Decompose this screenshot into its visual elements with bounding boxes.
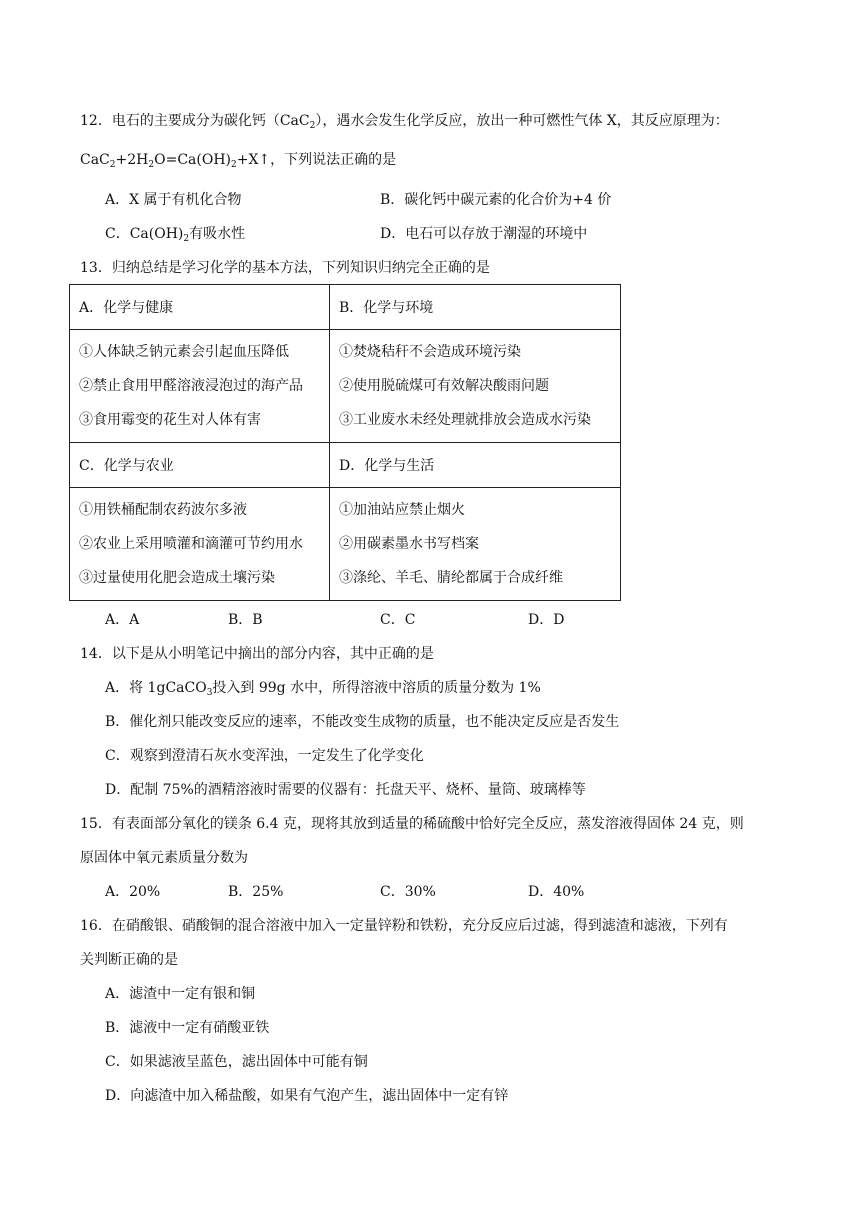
cac2-formula: CaC$_2$ bbox=[279, 113, 316, 131]
q12-option-d: D．电石可以存放于潮湿的环境中 bbox=[380, 226, 588, 242]
q14-option-d: D．配制 75%的酒精溶液时需要的仪器有：托盘天平、烧杯、量筒、玻璃棒等 bbox=[105, 782, 586, 798]
q16-option-b: B．滤液中一定有硝酸亚铁 bbox=[105, 1020, 270, 1036]
knowledge-table bbox=[69, 284, 621, 601]
q13-stem: 13．归纳总结是学习化学的基本方法，下列知识归纳完全正确的是 bbox=[80, 260, 490, 276]
q14-stem: 14．以下是从小明笔记中摘出的部分内容，其中正确的是 bbox=[80, 646, 434, 662]
cell-b-body: ①焚烧秸秆不会造成环境污染 ②使用脱硫煤可有效解决酸雨问题 ③工业废水未经处理就排放会造成水污染 bbox=[330, 330, 621, 443]
cell-d-head: D．化学与生活 bbox=[330, 443, 621, 488]
q13-option-a: A．A bbox=[105, 612, 140, 628]
q15-option-d: D．40% bbox=[528, 884, 585, 900]
q15-stem-line2: 原固体中氧元素质量分数为 bbox=[80, 850, 248, 866]
cell-b-head: B．化学与环境 bbox=[330, 285, 621, 330]
q13-option-b: B．B bbox=[228, 612, 263, 628]
cell-c-body: ①用铁桶配制农药波尔多液 ②农业上采用喷灌和滴灌可节约用水 ③过量使用化肥会造成土壤污染 bbox=[70, 488, 330, 601]
q12-stem-text-a: 12．电石的主要成分为碳化钙（ bbox=[80, 113, 280, 129]
q14-option-a: A．将 1gCaCO$_3$投入到 99g 水中，所得溶液中溶质的质量分数为 1% bbox=[105, 680, 541, 698]
q16-stem-line2: 关判断正确的是 bbox=[80, 952, 178, 968]
q15-option-c: C．30% bbox=[380, 884, 436, 900]
q16-stem-line1: 16．在硝酸银、硝酸铜的混合溶液中加入一定量锌粉和铁粉，充分反应后过滤，得到滤渣和滤液，下列有 bbox=[80, 918, 728, 934]
q12-option-c: C．$Ca(OH)_2$有吸水性 bbox=[105, 226, 246, 244]
q13-option-c: C．C bbox=[380, 612, 416, 628]
q15-stem-line1: 15．有表面部分氧化的镁条 6.4 克，现将其放到适量的稀硫酸中恰好完全反应，蒸发溶液得固体 24 克，则 bbox=[80, 816, 744, 832]
cell-a-head: A．化学与健康 bbox=[70, 285, 330, 330]
q15-option-a: A．20% bbox=[105, 884, 161, 900]
q16-option-a: A．滤渣中一定有银和铜 bbox=[105, 986, 256, 1002]
cell-d-body: ①加油站应禁止烟火 ②用碳素墨水书写档案 ③涤纶、羊毛、腈纶都属于合成纤维 bbox=[330, 488, 621, 601]
q12-equation: $CaC_2+2H_2O=Ca(OH)_2+X↑$，下列说法正确的是 bbox=[80, 152, 397, 170]
q13-option-d: D．D bbox=[528, 612, 565, 628]
q14-option-b: B．催化剂只能改变反应的速率，不能改变生成物的质量，也不能决定反应是否发生 bbox=[105, 714, 620, 730]
q14-option-c: C．观察到澄清石灰水变浑浊，一定发生了化学变化 bbox=[105, 748, 424, 764]
q12-option-a: A．X 属于有机化合物 bbox=[105, 192, 242, 208]
cell-c-head: C．化学与农业 bbox=[70, 443, 330, 488]
q16-option-c: C．如果滤液呈蓝色，滤出固体中可能有铜 bbox=[105, 1054, 368, 1070]
q12-stem-line1 bbox=[80, 111, 729, 131]
q12-option-b: B．碳化钙中碳元素的化合价为+4 价 bbox=[380, 192, 612, 208]
q15-option-b: B．25% bbox=[228, 884, 284, 900]
q12-stem-text-b: ），遇水会发生化学反应，放出一种可燃性气体 X，其反应原理为： bbox=[315, 113, 729, 129]
cell-a-body: ①人体缺乏钠元素会引起血压降低 ②禁止食用甲醛溶液浸泡过的海产品 ③食用霉变的花生对人体有害 bbox=[70, 330, 330, 443]
q16-option-d: D．向滤渣中加入稀盐酸，如果有气泡产生，滤出固体中一定有锌 bbox=[105, 1088, 509, 1104]
